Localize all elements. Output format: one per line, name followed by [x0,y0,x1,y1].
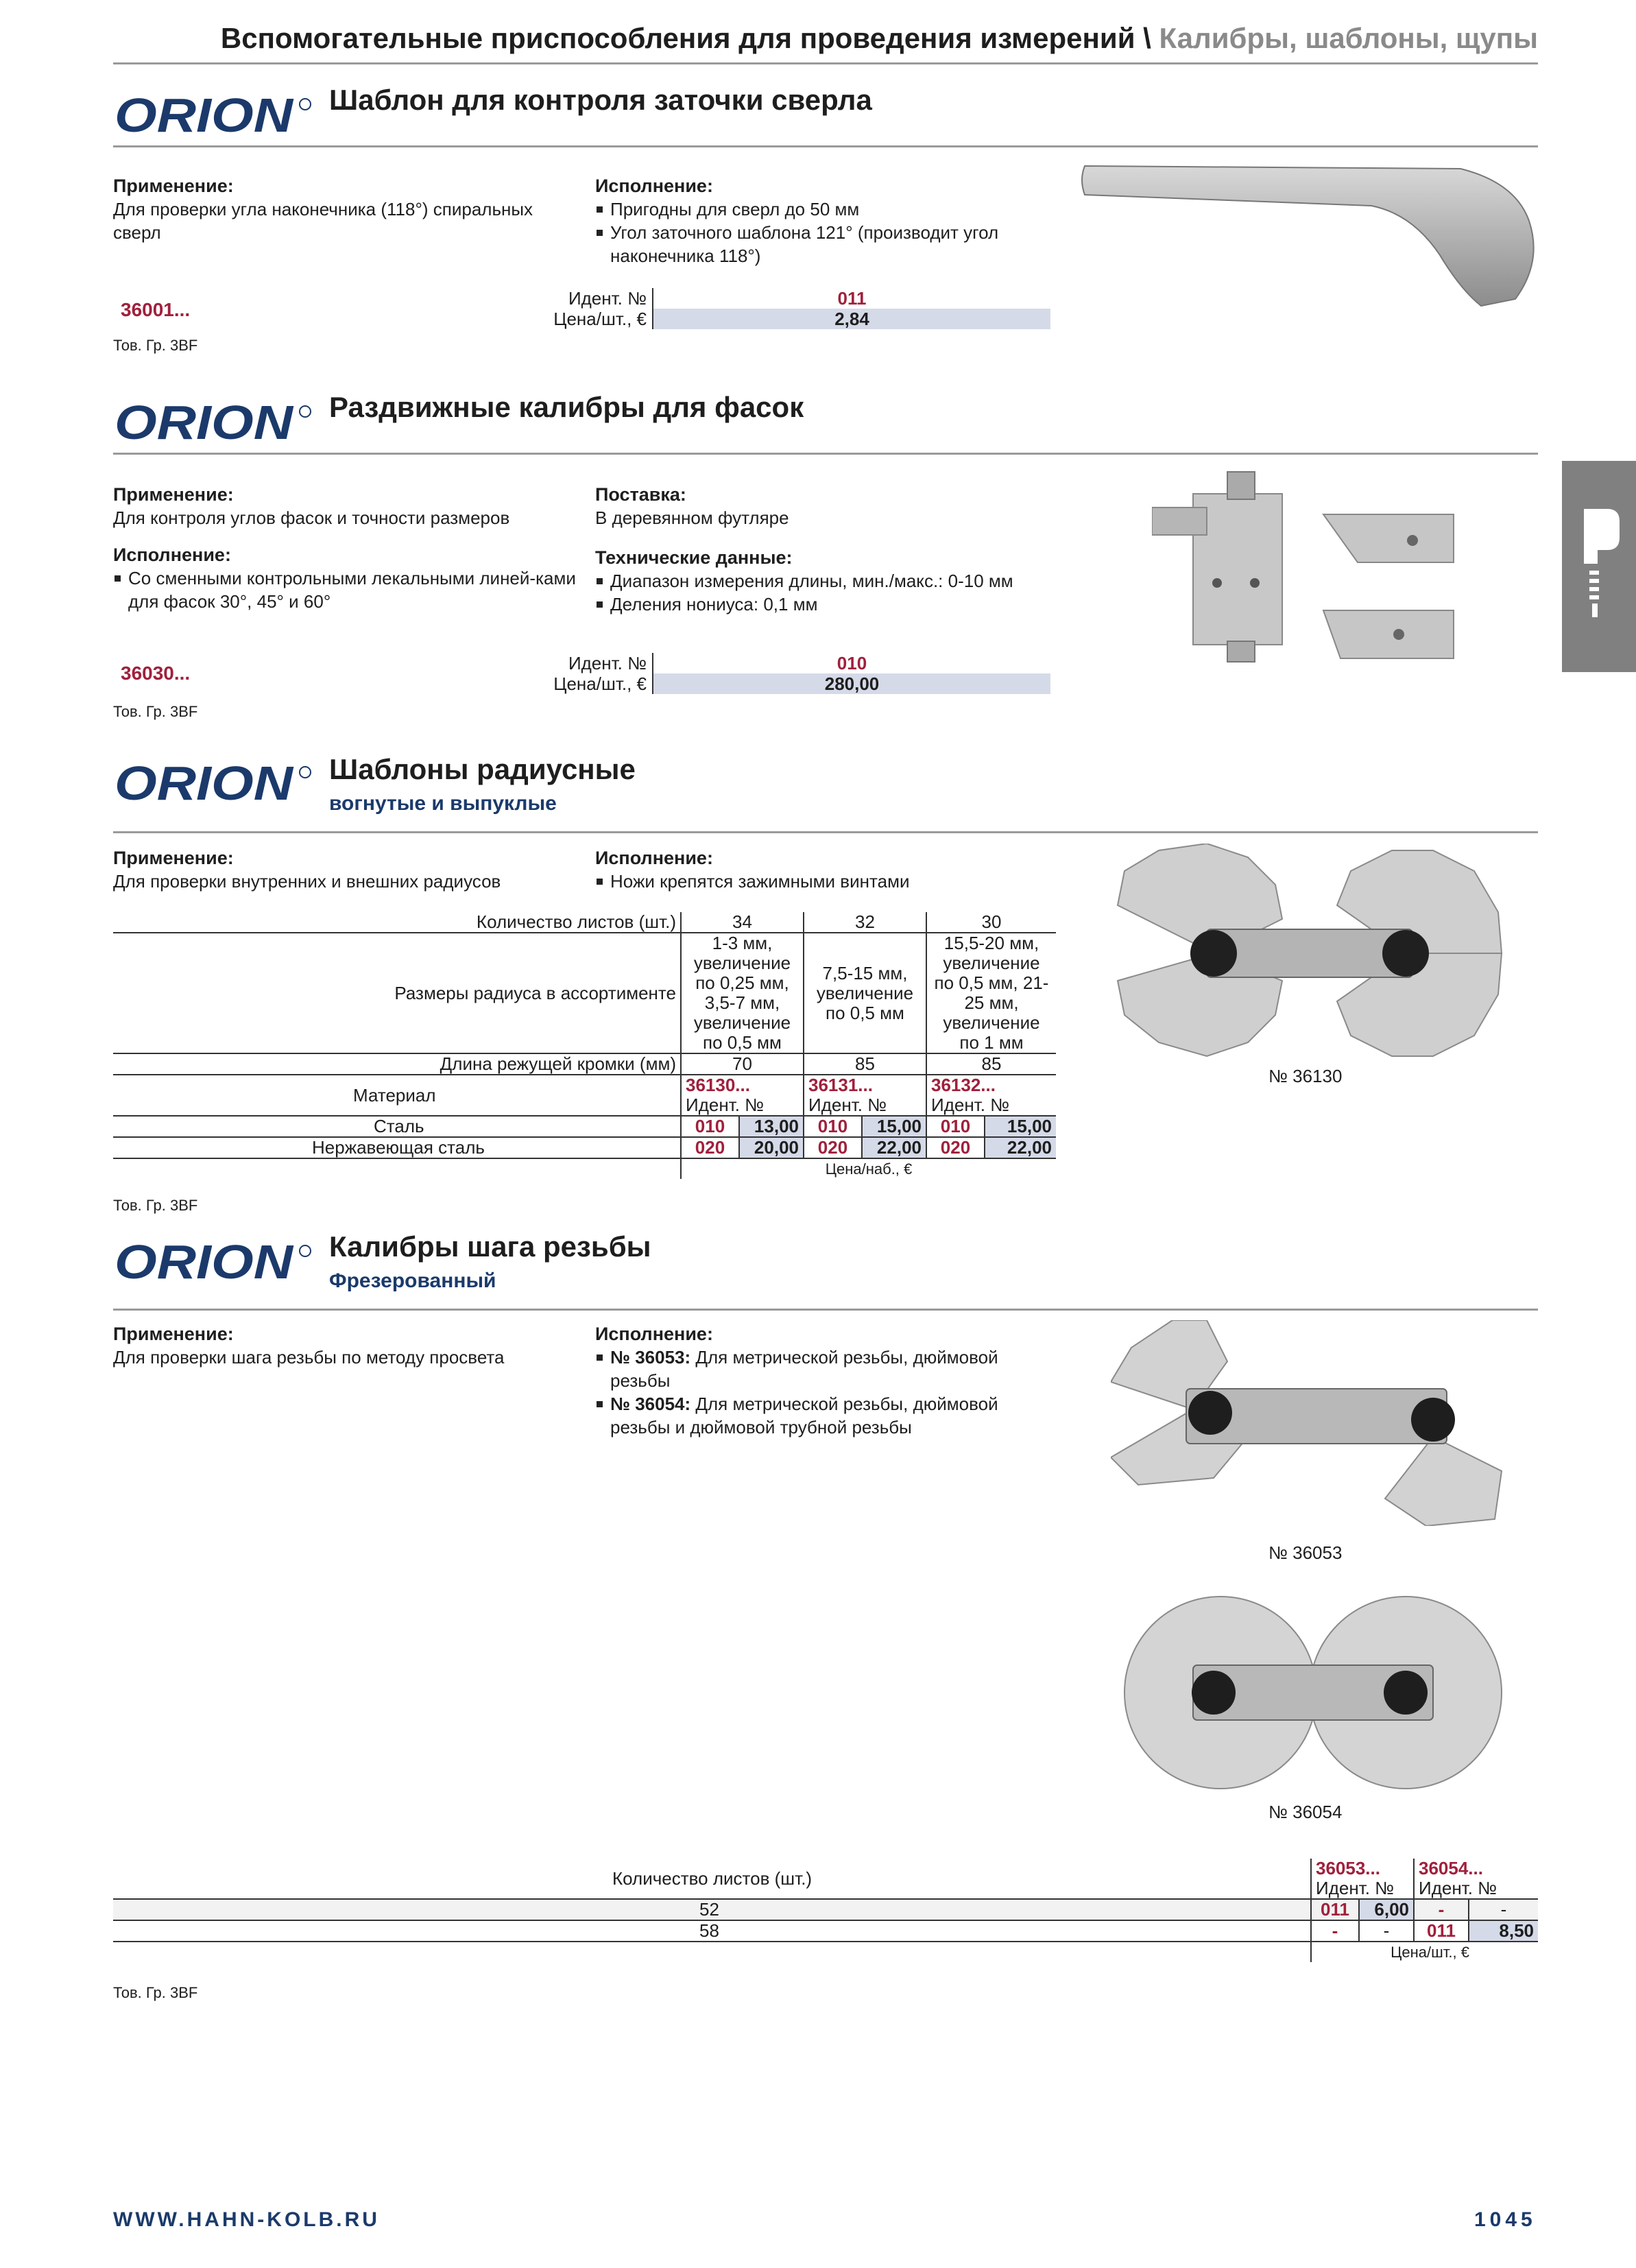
radius-gauge-image [1111,844,1508,1063]
image-caption: № 36054 [1268,1802,1343,1822]
id-label: Идент. № [681,1095,804,1116]
article-number[interactable]: 36054... [1414,1859,1538,1878]
application-block [113,174,579,244]
orion-logo-text: ORION [115,1236,294,1288]
application-text: Для контроля углов фасок и точности размеров [113,508,510,528]
section-title-thread-gauges: Калибры шага резьбы [329,1230,651,1263]
execution-block [595,174,1075,267]
id-value[interactable]: 020 [681,1137,739,1158]
count-cell: 34 [681,912,804,933]
article-number[interactable]: 36131... [804,1075,926,1095]
article-number[interactable]: 36053... [1311,1859,1414,1878]
section-title-radius-gauges: Шаблоны радиусные [329,753,636,785]
id-value[interactable]: 011 [837,288,867,309]
execution-item-number: № 36053: [610,1347,691,1368]
id-value: - [1311,1920,1359,1942]
application-text: Для проверки угла наконечника (118°) спиральных сверл [113,199,533,243]
execution-item [595,1346,1048,1392]
row-label-count: Количество листов (шт.) [476,911,676,932]
article-number[interactable]: 36130... [681,1075,804,1095]
application-text: Для проверки внутренних и внешних радиусов [113,871,501,892]
section-tab [1562,461,1636,672]
size-cell: 15,5-20 мм, увеличение по 0,5 мм, 21-25 мм, увеличение по 1 мм [926,933,1056,1053]
execution-item-text: Для метрической резьбы, дюймовой резьбы [610,1347,998,1391]
id-price-table [516,288,1050,329]
radius-gauge-table [113,912,1056,1179]
id-label: Идент. № [516,653,653,673]
execution-label: Исполнение: [113,545,231,565]
execution-label: Исполнение: [595,848,713,868]
id-label: Идент. № [804,1095,926,1116]
execution-item [595,1392,1048,1439]
id-value[interactable]: 011 [1311,1899,1359,1920]
tech-label: Технические данные: [595,547,793,568]
id-value[interactable]: 011 [1414,1920,1469,1942]
price-value: - [1469,1899,1538,1920]
id-label: Идент. № [516,288,653,309]
footer-url[interactable]: WWW.HAHN-KOLB.RU [113,2208,380,2231]
divider [113,1309,1538,1311]
header-main: Вспомогательные приспособления для проведения измерений [220,22,1135,54]
row-label-length: Длина режущей кромки (мм) [440,1053,676,1074]
count-label: Количество листов (шт.) [612,1867,813,1889]
tech-item: Диапазон измерения длины, мин./макс.: 0-10 мм [595,569,1089,593]
product-group: Тов. Гр. 3BF [113,703,198,720]
price-note: Цена/шт., € [1311,1942,1538,1962]
price-value: 2,84 [653,309,1050,329]
drill-gauge-image [1076,152,1543,317]
material-row-name: Сталь [374,1116,424,1136]
id-price-table [516,653,1050,694]
page-header [113,19,1538,64]
row-label-sizes: Размеры радиуса в ассортименте [394,982,676,1003]
product-group: Тов. Гр. 3BF [113,337,198,354]
header-separator: \ [1135,22,1159,54]
product-group: Тов. Гр. 3BF [113,1197,198,1214]
header-sub: Калибры, шаблоны, щупы [1159,22,1538,54]
divider [113,145,1538,147]
page-number: 1045 [1474,2208,1537,2231]
price-value: 6,00 [1359,1899,1414,1920]
product-group: Тов. Гр. 3BF [113,1984,198,2001]
id-value[interactable]: 010 [926,1116,985,1137]
execution-item: Пригодны для сверл до 50 мм [595,198,1075,221]
execution-block [595,846,1075,893]
article-number[interactable]: 36001... [121,299,191,320]
article-number[interactable]: 36132... [926,1075,1056,1095]
price-value: 22,00 [862,1137,926,1158]
image-caption: № 36130 [1268,1066,1343,1086]
execution-label: Исполнение: [595,1324,713,1344]
gauge-tab-icon [1562,461,1636,672]
application-label: Применение: [113,176,234,196]
execution-item: Угол заточного шаблона 121° (производит угол наконечника 118°) [595,221,1075,267]
id-label: Идент. № [1311,1878,1414,1899]
execution-block [595,1322,1048,1439]
price-label: Цена/шт., € [516,673,653,694]
size-cell: 1-3 мм, увеличение по 0,25 мм, 3,5-7 мм, увеличение по 0,5 мм [681,933,804,1053]
execution-label: Исполнение: [595,176,713,196]
section-title-drill-gauge: Шаблон для контроля заточки сверла [329,84,872,116]
price-value: 22,00 [985,1137,1056,1158]
sheet-count: 52 [699,1899,719,1920]
supply-text: В деревянном футляре [595,508,789,528]
image-caption: № 36053 [1268,1542,1343,1563]
execution-item: Со сменными контрольными лекальными линей-ками для фасок 30°, 45° и 60° [113,566,579,613]
section-subtitle: Фрезерованный [329,1269,496,1292]
orion-logo [113,89,313,141]
execution-item-text: Для метрической резьбы, дюймовой резьбы и дюймовой трубной резьбы [610,1394,998,1437]
section-subtitle: вогнутые и выпуклые [329,792,557,815]
thread-gauge-36054-image [1118,1590,1508,1795]
application-block [113,846,579,893]
application-label: Применение: [113,484,234,505]
price-value: 15,00 [862,1116,926,1137]
length-cell: 85 [926,1053,1056,1075]
price-value: 13,00 [739,1116,804,1137]
price-value: 8,50 [1469,1920,1538,1942]
tech-item: Деления нониуса: 0,1 мм [595,593,1089,616]
count-cell: 32 [804,912,926,933]
supply-label: Поставка: [595,484,686,505]
orion-logo-text: ORION [115,757,294,809]
material-row-name: Нержавеющая сталь [312,1137,485,1158]
id-value[interactable]: 020 [804,1137,862,1158]
price-note: Цена/наб., € [681,1158,1056,1179]
article-number[interactable]: 36030... [121,663,191,684]
id-value: - [1414,1899,1469,1920]
price-value: 20,00 [739,1137,804,1158]
price-value: 15,00 [985,1116,1056,1137]
application-text: Для проверки шага резьбы по методу просвета [113,1347,505,1368]
price-label: Цена/шт., € [516,309,653,329]
divider [113,831,1538,833]
material-label: Материал [353,1084,436,1106]
price-value: - [1359,1920,1414,1942]
execution-item: Ножи крепятся зажимными винтами [595,870,1075,893]
id-value[interactable]: 020 [926,1137,985,1158]
id-value[interactable]: 010 [681,1116,739,1137]
sheet-count: 58 [699,1920,719,1941]
supply-block [595,483,1089,616]
orion-logo [113,396,313,449]
application-block [113,1322,579,1369]
thread-gauge-36053-image [1111,1320,1508,1526]
price-value: 280,00 [653,673,1050,694]
count-cell: 30 [926,912,1056,933]
divider [113,453,1538,455]
orion-logo [113,757,313,809]
id-value[interactable]: 010 [837,653,867,673]
application-block [113,483,579,613]
id-value[interactable]: 010 [804,1116,862,1137]
application-label: Применение: [113,1324,234,1344]
orion-logo-text: ORION [115,396,294,449]
chamfer-gauge-image [1152,466,1467,672]
length-cell: 85 [804,1053,926,1075]
orion-logo [113,1236,313,1288]
application-label: Применение: [113,848,234,868]
orion-logo-text: ORION [115,89,294,141]
length-cell: 70 [681,1053,804,1075]
execution-item-number: № 36054: [610,1394,691,1414]
section-title-chamfer-gauges: Раздвижные калибры для фасок [329,391,804,423]
thread-gauge-table [113,1859,1538,1962]
size-cell: 7,5-15 мм, увеличение по 0,5 мм [804,933,926,1053]
id-label: Идент. № [1414,1878,1538,1899]
id-label: Идент. № [926,1095,1056,1116]
